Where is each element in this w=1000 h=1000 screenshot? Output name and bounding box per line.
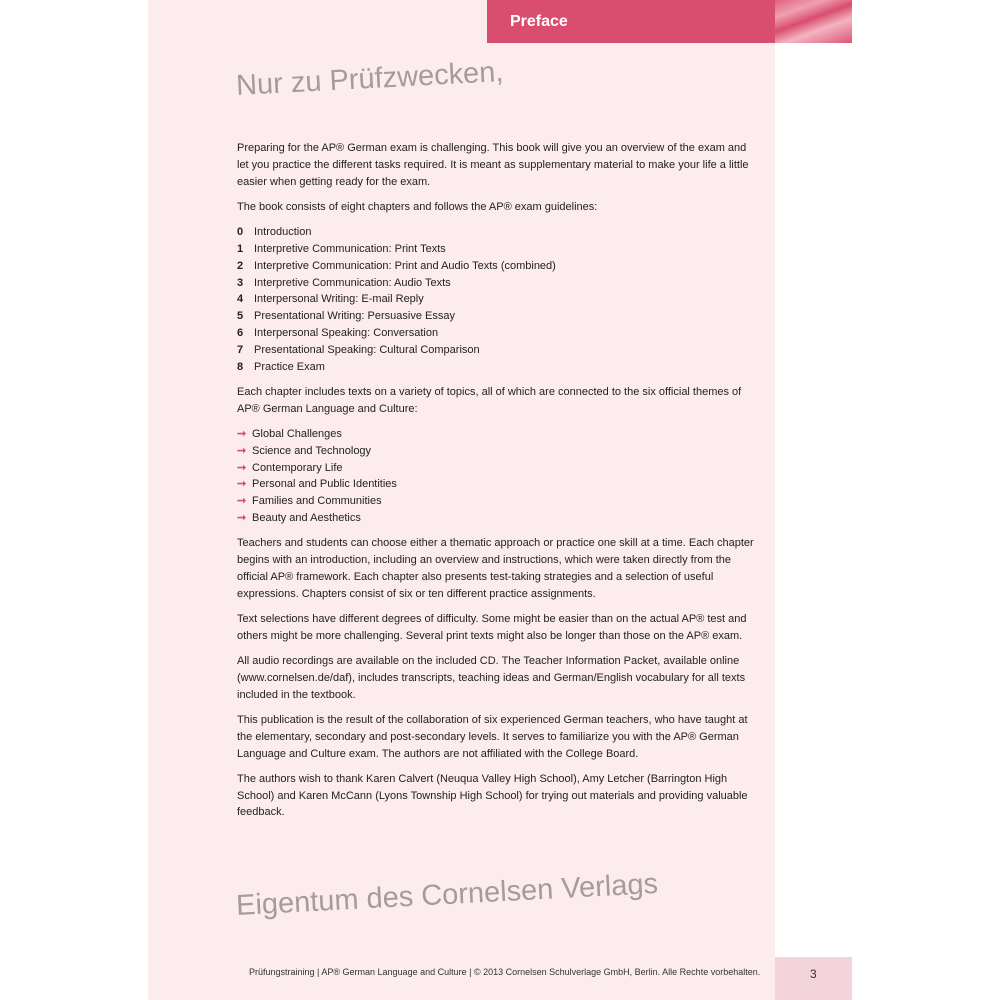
chapter-title: Presentational Writing: Persuasive Essay [254,310,455,323]
chapter-title: Practice Exam [254,360,325,373]
chapter-title: Presentational Speaking: Cultural Comparison [254,343,480,356]
theme-label: Contemporary Life [252,461,343,474]
chapter-title: Interpretive Communication: Audio Texts [254,276,451,289]
theme-item [237,493,757,510]
chapter-number: 2 [237,259,244,272]
arrow-bullet-icon: ➞ [237,461,247,474]
theme-label: Science and Technology [252,444,372,457]
arrow-bullet-icon: ➞ [237,511,247,524]
body-text [237,140,757,830]
theme-label: Beauty and Aesthetics [252,511,361,524]
paragraph: Text selections have different degrees of difficulty. Some might be easier than on the actual AP® test and others might be more challenging. Several print texts might also be longer than those on the AP® exam. [237,612,747,642]
chapter-item [237,291,757,308]
chapter-title: Interpretive Communication: Print and Audio Texts (combined) [254,259,556,272]
theme-item [237,460,757,477]
footer-text: Prüfungstraining | AP® German Language and Culture | © 2013 Cornelsen Schulverlage GmbH, Berlin. Alle Rechte vorbehalten. [249,967,761,977]
paragraph: All audio recordings are available on the included CD. The Teacher Information Packet, available online (www.cornelsen.de/daf), includes transcripts, teaching ideas and German/English vocabulary for all texts included in the textbook. [237,655,746,701]
arrow-bullet-icon: ➞ [237,427,247,440]
chapter-list [237,224,757,375]
chapter-number: 7 [237,343,244,356]
chapter-number: 8 [237,360,244,373]
chapter-title: Introduction [254,226,312,239]
theme-item [237,510,757,527]
paragraph: Teachers and students can choose either a thematic approach or practice one skill at a time. Each chapter begins with an introduction, including an overview and instructions, which were taken directly from the official AP® framework. Each chapter also presents test-taking strategies and a selection of useful expressions. Chapters consist of six or ten different practice assignments. [237,537,754,600]
arrow-bullet-icon: ➞ [237,478,247,491]
paragraph: The book consists of eight chapters and follows the AP® exam guidelines: [237,200,598,213]
chapter-title: Interpretive Communication: Print Texts [254,242,446,255]
chapter-item [237,308,757,325]
watermark-line-2: Eigentum des Cornelsen Verlags [235,867,659,922]
chapter-title: Interpersonal Writing: E-mail Reply [254,293,424,306]
chapter-number: 0 [237,226,244,239]
theme-item [237,443,757,460]
paragraph: This publication is the result of the collaboration of six experienced German teachers, who have taught at the elementary, secondary and post-secondary levels. It serves to familiarize you with the AP® German Language and Culture exam. The authors are not affiliated with the College Board. [237,713,748,760]
theme-list [237,426,757,527]
arrow-bullet-icon: ➞ [237,444,247,457]
watermark-line-1: Nur zu Prüfzwecken, [235,56,505,102]
chapter-number: 6 [237,326,244,339]
chapter-item [237,275,757,292]
arrow-bullet-icon: ➞ [237,495,247,508]
page-title: Preface [510,13,568,30]
chapter-item [237,258,757,275]
theme-label: Families and Communities [252,495,382,508]
chapter-number: 5 [237,310,244,323]
paragraph: The authors wish to thank Karen Calvert (Neuqua Valley High School), Amy Letcher (Barrington High School) and Karen McCann (Lyons Township High School) for trying out materials and providing valuable feedback. [237,772,748,819]
theme-label: Global Challenges [252,427,342,440]
chapter-item [237,325,757,342]
chapter-number: 4 [237,293,244,306]
page-number: 3 [810,967,817,981]
chapter-item [237,241,757,258]
chapter-item [237,342,757,359]
chapter-number: 3 [237,276,244,289]
paragraph: Preparing for the AP® German exam is challenging. This book will give you an overview of the exam and let you practice the different tasks required. It is meant as supplementary material to make your life a little easier when getting ready for the exam. [237,142,749,188]
chapter-title: Interpersonal Speaking: Conversation [254,326,439,339]
theme-item [237,476,757,493]
chapter-item [237,224,757,241]
header-bar [487,0,775,43]
header-decoration [775,0,852,43]
chapter-item [237,359,757,376]
page-number-box [775,957,852,1000]
theme-item [237,426,757,443]
theme-label: Personal and Public Identities [252,478,397,491]
paragraph: Each chapter includes texts on a variety of topics, all of which are connected to the six official themes of AP® German Language and Culture: [237,385,742,415]
chapter-number: 1 [237,242,244,255]
